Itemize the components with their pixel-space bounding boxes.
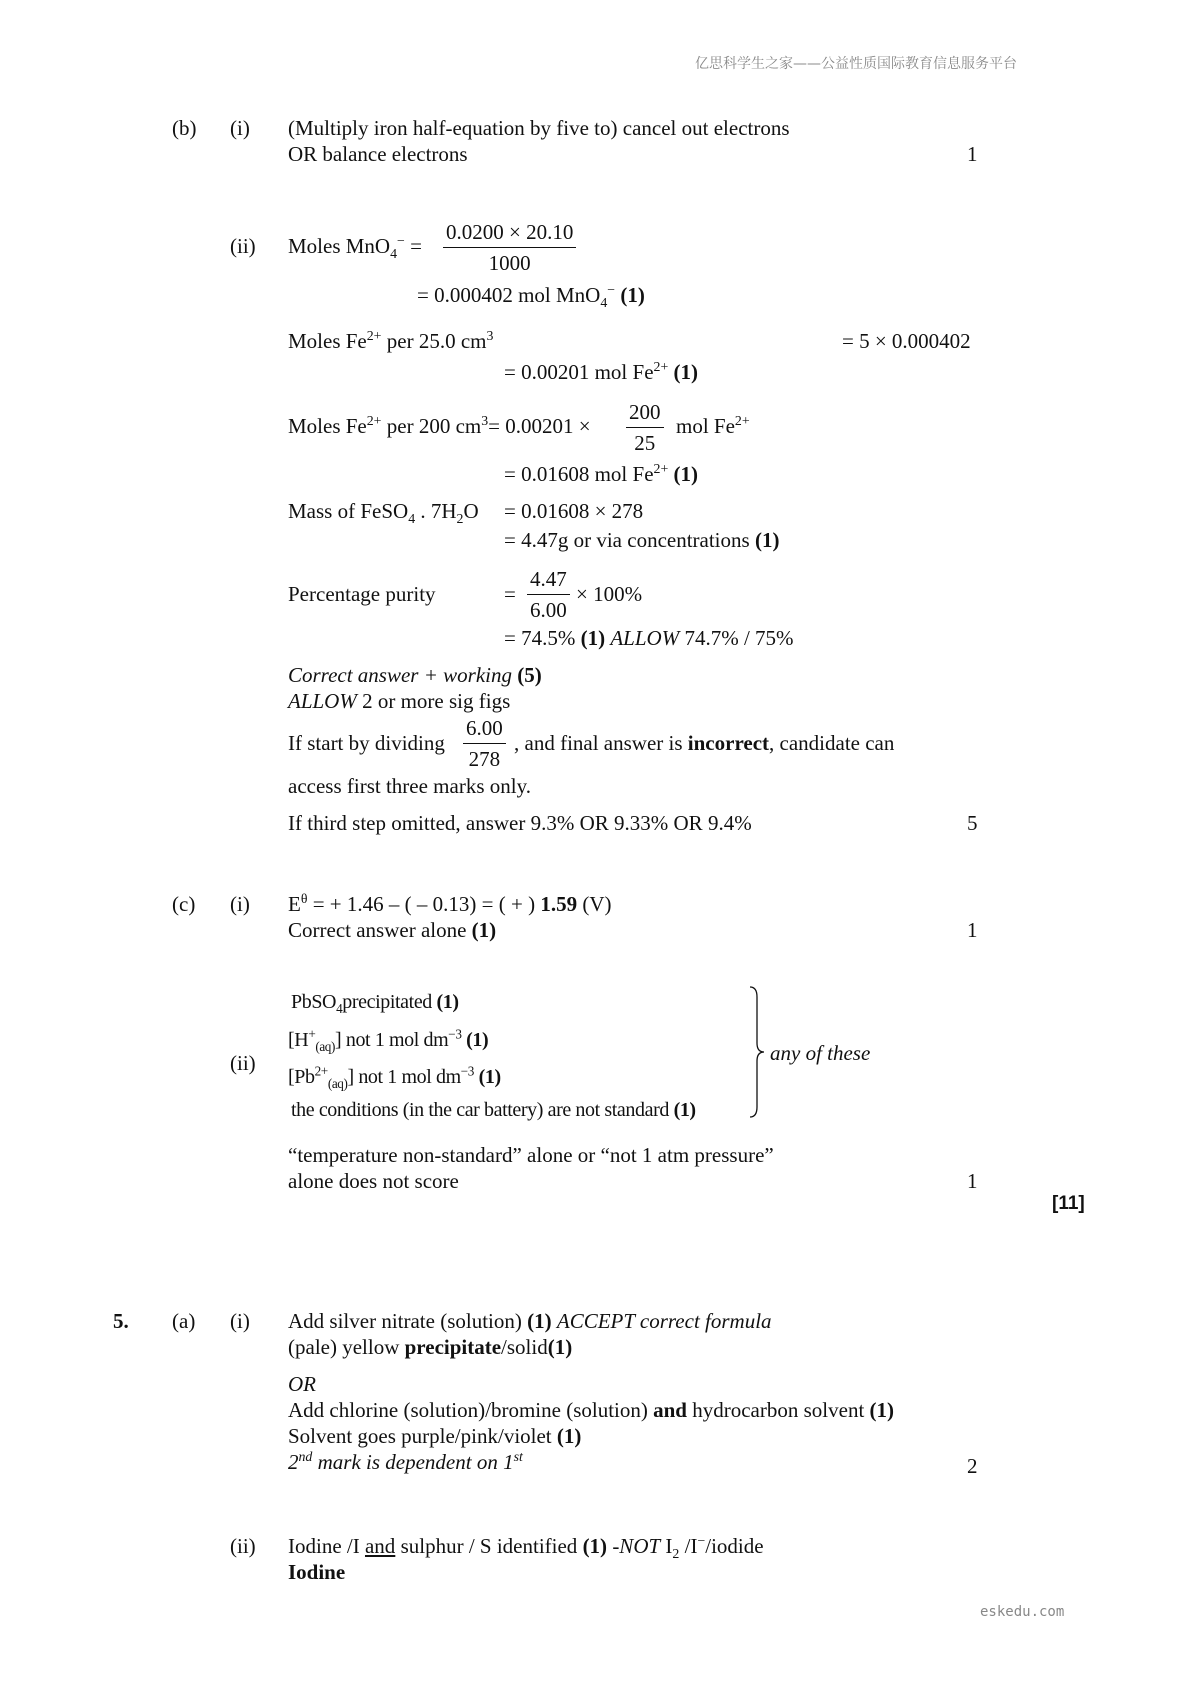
page-footer: eskedu.com <box>980 1604 1065 1620</box>
q5-a-ii-label: (ii) <box>230 1534 256 1558</box>
c-ii-mark: 1 <box>967 1169 978 1193</box>
note-dividing-rest: , and final answer is incorrect, candidate can <box>514 731 895 755</box>
part-b-label: (b) <box>172 116 197 140</box>
moles-fe-per25-result: = 0.00201 mol $Fe^{2+}$ (1) <box>504 359 699 384</box>
fraction-6-278 <box>463 718 506 770</box>
fraction-denominator: 1000 <box>443 247 576 274</box>
fraction-denominator: 25 <box>626 427 664 454</box>
purity-times: × 100% <box>576 582 643 606</box>
b-i-line2: OR balance electrons <box>288 142 468 166</box>
q5-a-label: (a) <box>172 1309 196 1333</box>
page-header: 亿思科学生之家——公益性质国际教育信息服务平台 <box>695 56 1017 72</box>
fraction-numerator: 0.0200 × 20.10 <box>446 220 574 244</box>
q5-a-i-line4: Solvent goes purple/pink/violet (1) <box>288 1424 582 1448</box>
mass-calc: = 0.01608 × 278 <box>504 499 644 523</box>
q5-a-i-line1: Add silver nitrate (solution) (1) ACCEPT correct formula <box>288 1309 772 1333</box>
purity-result: = 74.5% (1) ALLOW 74.7% / 75% <box>504 626 794 650</box>
moles-fe-per200-result: = 0.01608 mol $Fe^{2+}$ (1) <box>504 461 699 486</box>
condition-pbso4: PbSO$_4$precipitated (1) <box>291 991 459 1016</box>
q5-a-i-line3: Add chlorine (solution)/bromine (solution) and hydrocarbon solvent (1) <box>288 1398 895 1422</box>
fraction-numerator: 200 <box>629 400 661 424</box>
any-of-these: any of these <box>770 1041 871 1065</box>
question-total: [11] <box>1052 1193 1085 1214</box>
q5-a-i-mark: 2 <box>967 1454 978 1478</box>
note-dividing-pre: If start by dividing <box>288 731 445 755</box>
note-sig-figs: ALLOW 2 or more sig figs <box>288 689 511 713</box>
b-i-mark: 1 <box>967 142 978 166</box>
condition-h-plus: $[H^+_{(aq)}]$ not 1 mol $dm^{-3}$ (1) <box>288 1026 489 1054</box>
question-number: 5. <box>113 1309 129 1333</box>
b-i-label: (i) <box>230 116 250 140</box>
c-i-line2: Correct answer alone (1) <box>288 918 497 942</box>
mass-result: = 4.47g or via concentrations (1) <box>504 528 780 552</box>
condition-pb2-plus: $[Pb^{2+}_{(aq)}]$ not 1 mol $dm^{-3}$ (1) <box>288 1063 501 1091</box>
fraction-denominator: 6.00 <box>527 594 570 621</box>
q5-a-i-label: (i) <box>230 1309 250 1333</box>
c-i-line1: $E^\theta$ = + 1.46 – ( – 0.13) = ( + ) 1.59 (V) <box>288 891 612 916</box>
moles-mno4-result: = 0.000402 mol MnO$_4$− (1) <box>417 282 645 311</box>
b-i-line1: (Multiply iron half-equation by five to) cancel out electrons <box>288 116 790 140</box>
note-first-three: access first three marks only. <box>288 774 531 798</box>
moles-fe-per25-label: Moles $Fe^{2+}$ per 25.0 $cm^3$ <box>288 328 494 353</box>
note-correct-answer: Correct answer + working (5) <box>288 663 542 687</box>
moles-mno4-label: Moles MnO$_4$− = <box>288 233 422 262</box>
moles-fe-per200-unit: mol $Fe^{2+}$ <box>676 413 750 438</box>
mass-label: Mass of FeSO$_4$ . $7H_2O$ <box>288 499 479 527</box>
fraction-mno4 <box>443 222 576 274</box>
moles-fe-per200-label: Moles $Fe^{2+}$ per 200 $cm^3= 0.00201$ × <box>288 413 591 438</box>
c-i-mark: 1 <box>967 918 978 942</box>
right-brace-icon <box>748 985 772 1119</box>
q5-a-i-line5: 2nd mark is dependent on 1st <box>288 1449 523 1474</box>
q5-a-ii-line2: Iodine <box>288 1560 346 1584</box>
q5-a-ii-line1: Iodine /I and sulphur / S identified (1) -NOT $I_2$ /I−/iodide <box>288 1533 764 1562</box>
purity-equals: = <box>504 582 516 606</box>
fraction-denominator: 278 <box>463 743 506 770</box>
b-ii-mark: 5 <box>967 811 978 835</box>
fraction-numerator: 6.00 <box>466 716 503 740</box>
moles-fe-per25-calc: = 5 × 0.000402 <box>842 329 971 353</box>
note-third-step: If third step omitted, answer 9.3% OR 9.33% OR 9.4% <box>288 811 752 835</box>
q5-a-i-or: OR <box>288 1372 316 1396</box>
fraction-numerator: 4.47 <box>530 567 567 591</box>
q5-a-i-line2: (pale) yellow precipitate/solid(1) <box>288 1335 573 1359</box>
condition-not-standard: the conditions (in the car battery) are not standard (1) <box>291 1099 696 1121</box>
fraction-purity <box>527 569 570 621</box>
purity-label: Percentage purity <box>288 582 436 606</box>
c-ii-note1: “temperature non-standard” alone or “not 1 atm pressure” <box>288 1143 774 1167</box>
c-i-label: (i) <box>230 892 250 916</box>
fraction-200-25 <box>626 402 664 454</box>
b-ii-label: (ii) <box>230 234 256 258</box>
part-c-label: (c) <box>172 892 196 916</box>
c-ii-label: (ii) <box>230 1051 256 1075</box>
c-ii-note2: alone does not score <box>288 1169 459 1193</box>
